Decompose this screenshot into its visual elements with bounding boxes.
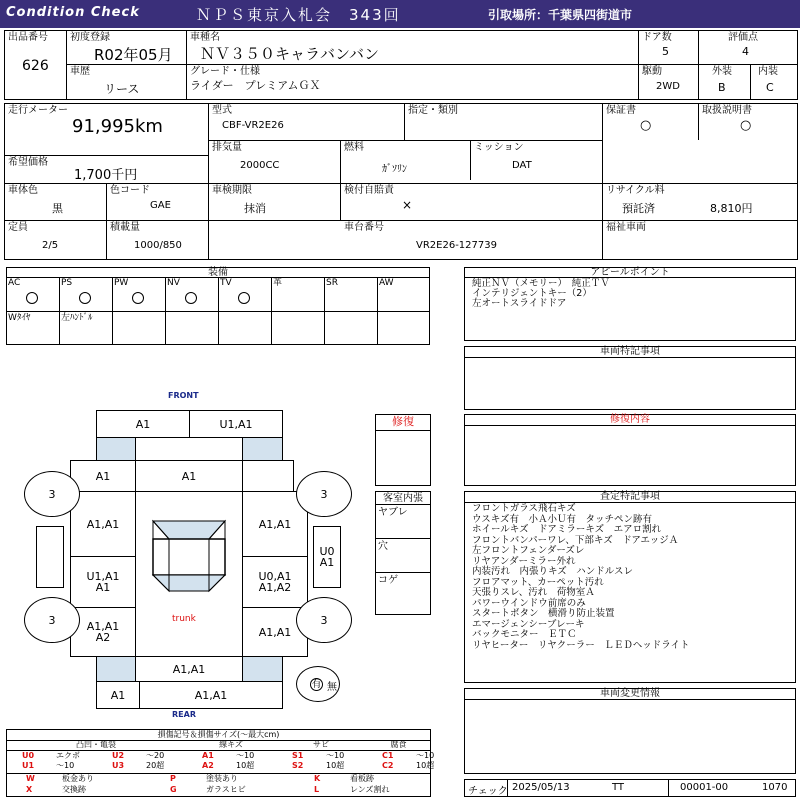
cabin-title: 客室内張 <box>383 493 423 504</box>
lot-label: 出品番号 <box>8 32 48 43</box>
equip-check-icon <box>238 292 250 304</box>
legend-category: サビ <box>313 740 329 749</box>
equip-label: PW <box>114 278 129 288</box>
appeal-lines <box>472 279 610 309</box>
rear-bumper-right: A1,A1 <box>139 681 283 709</box>
legend-meaning: 〜20 <box>146 751 165 760</box>
equip-label-2: 左ﾊﾝﾄﾞﾙ <box>61 313 93 323</box>
tire-rear-right: 3 <box>296 597 352 643</box>
legend-code: C2 <box>382 761 394 770</box>
tire-front-right: 3 <box>296 471 352 517</box>
history-value: リース <box>104 82 140 96</box>
text-line: 内装汚れ 内張りキズ ハンドルスレ <box>472 566 634 577</box>
brand-title: Condition Check <box>6 5 140 20</box>
grille <box>135 437 243 461</box>
mileage-value: 91,995km <box>72 116 163 137</box>
model-value: ＮＶ３５０キャラバンバン <box>200 45 379 63</box>
model-label: 車種名 <box>190 32 220 43</box>
interior-label: 内装 <box>758 66 778 77</box>
front-door-right: A1,A1 <box>242 491 308 557</box>
legend-category: 凸凹・亀裂 <box>76 740 116 749</box>
history-label: 車歴 <box>70 66 90 77</box>
text-line: スタートボタン 横滑り防止装置 <box>472 608 615 619</box>
inspection-notes-lines <box>472 504 689 651</box>
legend-category: 線キズ <box>219 740 243 749</box>
side-step-left <box>36 526 64 588</box>
text-line: パワーウインドウ前席のみ <box>472 597 586 609</box>
body-color-label: 車体色 <box>8 185 38 196</box>
equipment-title: 装備 <box>208 267 228 278</box>
legend-code: S1 <box>292 751 304 760</box>
legend-code: U0 <box>22 751 35 760</box>
equip-check-icon <box>132 292 144 304</box>
spare-present: 有 <box>311 679 322 690</box>
capacity-label: 定員 <box>8 222 28 233</box>
changes-title: 車両変更情報 <box>600 688 660 699</box>
warranty-label: 保証書 <box>606 105 636 116</box>
rear-quarter-right: A1,A1 <box>242 607 308 657</box>
cabin-tear: ヤブレ <box>378 507 408 518</box>
equip-check-icon <box>79 292 91 304</box>
mileage-label: 走行メーター <box>8 105 68 116</box>
legend-meaning-2: 交換跡 <box>62 785 86 794</box>
score-value: 4 <box>742 45 749 58</box>
insurance-label: 検付自賠責 <box>344 185 394 196</box>
equip-check-icon <box>185 292 197 304</box>
legend-code-2: P <box>170 774 176 783</box>
equip-label: 革 <box>273 278 283 288</box>
tire-rear-left: 3 <box>24 597 80 643</box>
legend-meaning: 20超 <box>146 761 165 770</box>
text-line: リヤアンダーミラー外れ <box>472 555 576 567</box>
front-bumper-right: U1,A1 <box>189 410 283 438</box>
check-staff: TT <box>612 782 625 793</box>
fuel-value: ｶﾞｿﾘﾝ <box>382 164 407 175</box>
legend-meaning: 〜10 <box>326 751 345 760</box>
check-code: 00001-00 <box>680 782 729 793</box>
drive-value: 2WD <box>656 81 680 92</box>
auction-title: ＮＰＳ東京入札会 343回 <box>196 6 401 24</box>
manual-value: ○ <box>740 118 752 133</box>
text-line: フロントバンパーワレ、下部キズ ドアエッジＡ <box>472 534 679 546</box>
score-label: 評価点 <box>728 32 758 43</box>
inspection-value: 抹消 <box>244 202 266 215</box>
equip-label: AW <box>379 278 394 288</box>
changes-panel <box>464 688 796 774</box>
legend-meaning-2: ガラスヒビ <box>206 785 246 794</box>
load-value: 1000/850 <box>134 240 182 251</box>
equip-check-icon <box>26 292 38 304</box>
hood: A1 <box>135 460 243 492</box>
front-bumper-left: A1 <box>96 410 190 438</box>
price-label: 希望価格 <box>8 157 48 168</box>
exterior-label: 外装 <box>712 66 732 77</box>
legend-meaning: 10超 <box>326 761 345 770</box>
check-label: チェック <box>468 786 508 797</box>
taillight-left <box>96 656 136 682</box>
legend-category: 腐食 <box>390 740 407 749</box>
appeal-title: アピールポイント <box>590 267 670 278</box>
cabin-hole: 穴 <box>378 541 388 552</box>
grade-label: グレード・仕様 <box>190 66 260 77</box>
displacement-label: 排気量 <box>212 142 242 153</box>
text-line: フロントガラス飛石キズ <box>472 503 576 514</box>
interior-value: C <box>766 81 774 94</box>
legend-code: U3 <box>112 761 125 770</box>
text-line: リヤヒーター リヤクーラー ＬＥＤヘッドライト <box>472 639 690 651</box>
color-code-value: GAE <box>150 200 171 211</box>
recycle-amount: 8,810円 <box>710 202 753 215</box>
insurance-value: × <box>402 198 413 212</box>
rear-door-right: U0,A1 A1,A2 <box>242 556 308 608</box>
side-step-right: U0 A1 <box>313 526 341 588</box>
designation-label: 指定・類別 <box>408 105 458 116</box>
equip-label: NV <box>167 278 180 288</box>
recycle-label: リサイクル料 <box>606 185 665 196</box>
taillight-right <box>242 656 283 682</box>
text-line: エマージェンシーブレーキ <box>472 618 585 630</box>
capacity-value: 2/5 <box>42 240 59 251</box>
legend-title: 損傷記号＆損傷サイズ(〜最大cm) <box>157 730 280 739</box>
rear-door-left: U1,A1 A1 <box>70 556 136 608</box>
load-label: 積載量 <box>110 222 140 233</box>
legend-code: A2 <box>202 761 214 770</box>
lot-number: 626 <box>22 58 49 74</box>
legend-code-2: X <box>26 785 33 794</box>
equip-label-2: Wﾀｲﾔ <box>8 313 31 323</box>
warranty-value: ○ <box>640 118 652 133</box>
front-door-left: A1,A1 <box>70 491 136 557</box>
text-line: ウスキズ有 小Ａ小Ｕ有 タッチペン跡有 <box>472 513 653 525</box>
equip-label: SR <box>326 278 338 288</box>
mission-label: ミッション <box>474 142 524 153</box>
legend-meaning: 10超 <box>416 761 435 770</box>
header-bar <box>0 0 800 28</box>
repair-content-title: 修復内容 <box>610 414 650 425</box>
check-num: 1070 <box>762 782 788 793</box>
legend-code-2: L <box>314 785 320 794</box>
text-line: ホイールキズ ドアミラーキズ エアロ割れ <box>472 524 662 535</box>
inspection-notes-title: 査定特記事項 <box>600 491 660 502</box>
rear-bumper-left: A1 <box>96 681 140 709</box>
legend-meaning: 〜10 <box>56 761 75 770</box>
welfare-label: 福祉車両 <box>606 222 646 233</box>
first-reg-value: R02年05月 <box>94 46 173 64</box>
price-value: 1,700千円 <box>74 168 138 183</box>
legend-code: U2 <box>112 751 125 760</box>
legend-code: C1 <box>382 751 394 760</box>
text-line: フロアマット、カーペット汚れ <box>472 576 604 588</box>
front-label: FRONT <box>168 391 199 400</box>
legend-meaning: 〜10 <box>236 751 255 760</box>
legend-meaning-2: 看板跡 <box>350 774 374 783</box>
type-label: 型式 <box>212 105 232 116</box>
front-fender-left: A1 <box>70 460 136 492</box>
type-value: CBF-VR2E26 <box>222 120 284 131</box>
check-date: 2025/05/13 <box>512 782 570 793</box>
drive-label: 駆動 <box>642 66 662 77</box>
text-line: 左フロントフェンダーズレ <box>472 545 585 556</box>
mission-value: DAT <box>512 160 532 171</box>
color-code-label: 色コード <box>110 185 150 196</box>
recycle-status: 預託済 <box>622 202 655 215</box>
headlight-right <box>242 437 283 461</box>
manual-label: 取扱説明書 <box>702 105 752 116</box>
body-color-value: 黒 <box>52 202 63 215</box>
displacement-value: 2000CC <box>240 160 280 171</box>
legend-code-2: W <box>26 774 35 783</box>
legend-meaning-2: レンズ割れ <box>350 785 390 794</box>
exterior-value: B <box>718 81 726 94</box>
spare-none: 無 <box>327 682 337 693</box>
headlight-left <box>96 437 136 461</box>
text-line: 純正ＮＶ（メモリー） 純正ＴＶ <box>472 278 610 289</box>
legend-meaning: 10超 <box>236 761 255 770</box>
legend-code-2: G <box>170 785 177 794</box>
rear-gate: A1,A1 <box>135 656 243 682</box>
rear-quarter-left: A1,A1 A2 <box>70 607 136 657</box>
legend-meaning: エクボ <box>56 751 80 760</box>
inspection-label: 車検期限 <box>212 185 252 196</box>
pickup-location: 引取場所：千葉県四街道市 <box>488 8 633 22</box>
grade-value: ライダー プレミアムＧＸ <box>190 79 321 92</box>
chassis-value: VR2E26-127739 <box>416 240 497 251</box>
repair-title: 修復 <box>392 415 414 428</box>
front-fender-right <box>242 460 294 492</box>
legend-code: U1 <box>22 761 35 770</box>
rear-label: REAR <box>172 710 196 719</box>
equip-label: TV <box>220 278 232 288</box>
text-line: バックモニター ＥＴＣ <box>472 629 577 640</box>
legend-meaning: 〜10 <box>416 751 435 760</box>
tire-front-left: 3 <box>24 471 80 517</box>
text-line: 左オートスライドドア <box>472 298 567 309</box>
legend-code: A1 <box>202 751 214 760</box>
trunk-label: trunk <box>172 614 196 624</box>
text-line: インテリジェントキー（2） <box>472 288 592 299</box>
fuel-label: 燃料 <box>344 142 364 153</box>
legend-meaning-2: 塗装あり <box>206 774 238 783</box>
text-line: 天張りスレ、汚れ 荷物室Ａ <box>472 587 595 598</box>
cabin-burn: コゲ <box>378 575 398 586</box>
legend-code: S2 <box>292 761 304 770</box>
legend-meaning-2: 板金あり <box>62 774 94 783</box>
cabin-outline <box>135 491 243 657</box>
first-reg-label: 初度登録 <box>70 32 110 43</box>
equip-label: PS <box>61 278 73 288</box>
equip-label: AC <box>8 278 21 288</box>
doors-value: 5 <box>662 45 669 58</box>
special-title: 車両特記事項 <box>600 346 660 357</box>
chassis-label: 車台番号 <box>344 222 384 233</box>
legend-code-2: K <box>314 774 321 783</box>
doors-label: ドア数 <box>642 32 672 43</box>
